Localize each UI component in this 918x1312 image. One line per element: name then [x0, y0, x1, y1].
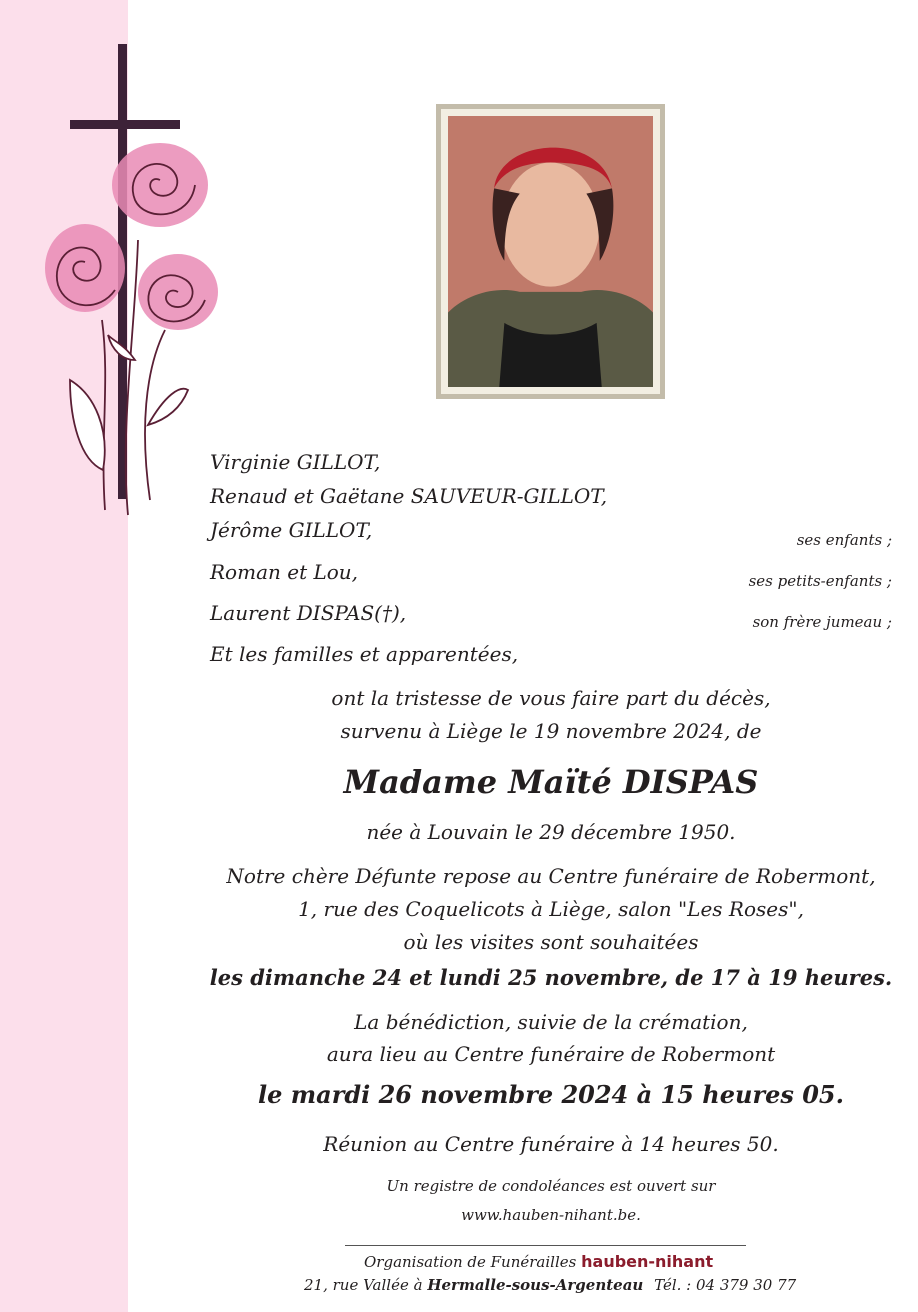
visitation-line-2: 1, rue des Coquelicots à Liège, salon "Les Roses",	[298, 897, 804, 921]
family-name-1: Virginie GILLOT,	[210, 450, 381, 474]
visitation-line-1: Notre chère Défunte repose au Centre funéraire de Robermont,	[226, 864, 876, 888]
footer-address-line	[304, 1276, 796, 1294]
footer-city: Hermalle-sous-Argenteau	[427, 1276, 644, 1294]
deceased-name: Madame Maïté DISPAS	[343, 763, 759, 801]
ceremony-line-2: aura lieu au Centre funéraire de Robermont	[326, 1042, 776, 1066]
portrait-frame	[436, 104, 665, 399]
roses-icon	[45, 143, 218, 515]
visitation-line-3: où les visites sont souhaitées	[403, 930, 699, 954]
footer-address: 21, rue Vallée à	[304, 1276, 423, 1294]
brand-logo: hauben-nihant	[581, 1252, 714, 1271]
announcement-line-1: ont la tristesse de vous faire part du décès,	[331, 686, 771, 710]
ceremony-line-1: La bénédiction, suivie de la crémation,	[354, 1010, 748, 1034]
family-name-6: Et les familles et apparentées,	[210, 642, 519, 666]
deceased-birth: née à Louvain le 29 décembre 1950.	[366, 820, 736, 844]
footer-phone: Tél. : 04 379 30 77	[654, 1276, 797, 1294]
meeting-time: Réunion au Centre funéraire à 14 heures 50.	[323, 1132, 779, 1156]
cross-roses-ornament	[0, 0, 230, 540]
footer-divider	[345, 1245, 746, 1246]
relation-grandchildren: ses petits-enfants ;	[748, 572, 892, 590]
relation-twin-brother: son frère jumeau ;	[752, 613, 892, 631]
ceremony-date: le mardi 26 novembre 2024 à 15 heures 05.	[258, 1080, 844, 1109]
announcement-line-2: survenu à Liège le 19 novembre 2024, de	[340, 719, 762, 743]
footer-org-label: Organisation de Funérailles	[364, 1253, 577, 1271]
family-name-3: Jérôme GILLOT,	[210, 518, 373, 542]
register-text: Un registre de condoléances est ouvert sur	[386, 1177, 716, 1195]
visitation-dates: les dimanche 24 et lundi 25 novembre, de 17 à 19 heures.	[209, 965, 893, 990]
family-name-4: Roman et Lou,	[210, 560, 359, 584]
family-name-2: Renaud et Gaëtane SAUVEUR-GILLOT,	[210, 484, 608, 508]
portrait-photo	[448, 116, 653, 387]
relation-children: ses enfants ;	[796, 531, 892, 549]
portrait-mat	[441, 109, 660, 394]
register-url[interactable]: www.hauben-nihant.be.	[461, 1206, 641, 1224]
family-name-5: Laurent DISPAS(†),	[210, 601, 407, 625]
footer-org-line	[364, 1252, 713, 1271]
